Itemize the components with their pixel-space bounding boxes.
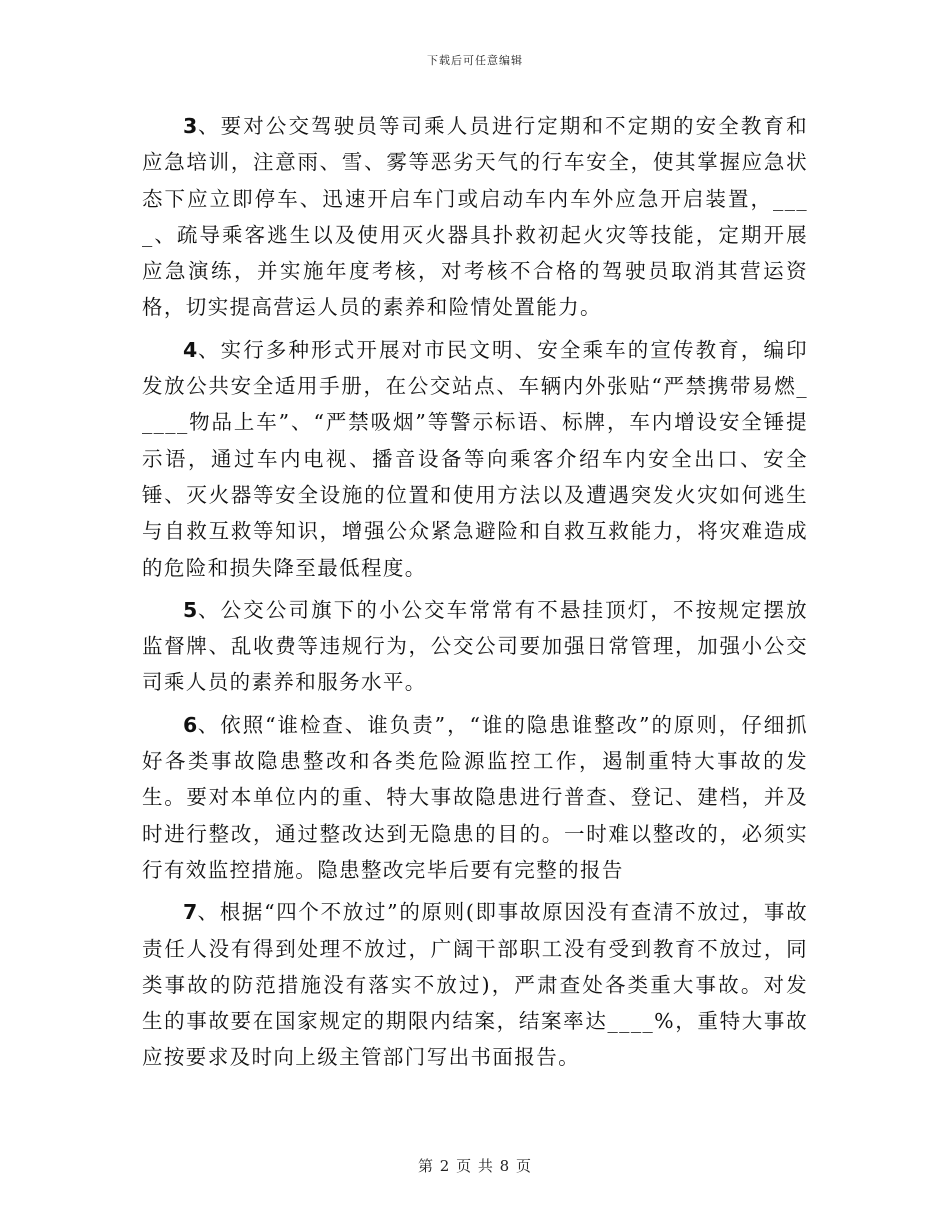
paragraph-text: 、要对公交驾驶员等司乘人员进行定期和不定期的安全教育和应急培训，注意雨、雪、雾等恶劣天气的行车安全，使其掌握应急状态下应立即停车、迅速开启车门或启动车内车外应急开启装置，____、疏导乘客逃生以及使用灭火器具扑救初起火灾等技能，定期开展应急演练，并实施年度考核，对考核不合格的驾驶员取消其营运资格，切实提高营运人员的素养和险情处置能力。 <box>142 114 808 320</box>
paragraph-text: 、公交公司旗下的小公交车常常有不悬挂顶灯，不按规定摆放监督牌、乱收费等违规行为，公交公司要加强日常管理，加强小公交司乘人员的素养和服务水平。 <box>142 597 808 695</box>
paragraph-number: 5 <box>183 597 198 622</box>
paragraph-3 <box>142 108 808 326</box>
document-body <box>142 108 808 1082</box>
paragraph-number: 4 <box>183 337 198 362</box>
paragraph-number: 7 <box>183 900 198 925</box>
paragraph-number: 3 <box>183 114 198 138</box>
page-number: 第 2 页 共 8 页 <box>418 1157 532 1175</box>
paragraph-text: 、根据“四个不放过”的原则(即事故原因没有查清不放过，事故责任人没有得到处理不放过，广阔干部职工没有受到教育不放过，同类事故的防范措施没有落实不放过)，严肃查处各类重大事故。对发生的事故要在国家规定的期限内结案，结案率达____%，重特大事故应按要求及时向上级主管部门写出书面报告。 <box>142 900 808 1070</box>
paragraph-6 <box>142 707 808 888</box>
paragraph-5 <box>142 592 808 701</box>
paragraph-number: 6 <box>183 712 198 737</box>
paragraph-text: 、实行多种形式开展对市民文明、安全乘车的宣传教育，编印发放公共安全适用手册，在公交站点、车辆内外张贴“严禁携带易燃_____物品上车”、“严禁吸烟”等警示标语、标牌，车内增设安全锤提示语，通过车内电视、播音设备等向乘客介绍车内安全出口、安全锤、灭火器等安全设施的位置和使用方法以及遭遇突发火灾如何逃生与自救互救等知识，增强公众紧急避险和自救互救能力，将灾难造成的危险和损失降至最低程度。 <box>142 337 808 580</box>
paragraph-4 <box>142 332 808 586</box>
paragraph-text: 、依照“谁检查、谁负责”，“谁的隐患谁整改”的原则，仔细抓好各类事故隐患整改和各类危险源监控工作，遏制重特大事故的发生。要对本单位内的重、特大事故隐患进行普查、登记、建档，并及时进行整改，通过整改达到无隐患的目的。一时难以整改的，必须实行有效监控措施。隐患整改完毕后要有完整的报告 <box>142 712 808 882</box>
page-header: 下载后可任意编辑 <box>427 54 523 67</box>
paragraph-7 <box>142 894 808 1075</box>
